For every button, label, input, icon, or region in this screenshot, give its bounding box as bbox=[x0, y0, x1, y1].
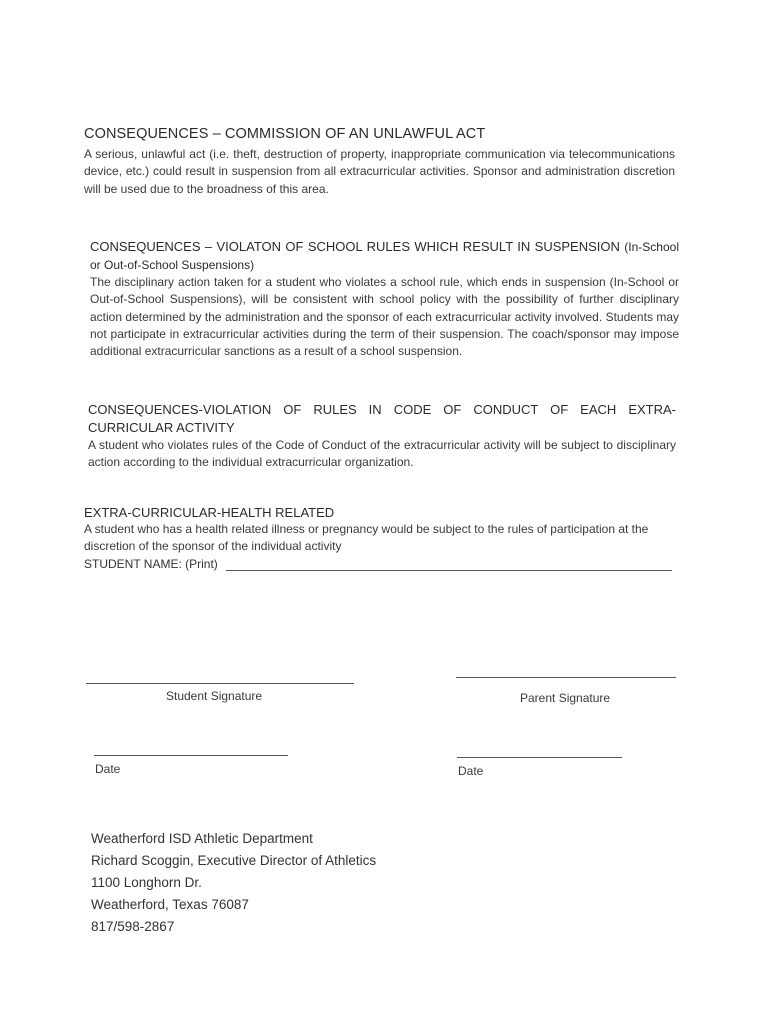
section-heading: CONSEQUENCES-VIOLATION OF RULES IN CODE OF CONDUCT OF EACH EXTRA-CURRICULAR ACTIVITY bbox=[88, 402, 676, 435]
section-school-rules-suspension bbox=[90, 238, 679, 360]
student-signature-label: Student Signature bbox=[166, 689, 263, 703]
student-name-label: STUDENT NAME: (Print) bbox=[84, 556, 218, 571]
section-unlawful-act bbox=[84, 126, 675, 198]
parent-date-label: Date bbox=[458, 764, 484, 778]
section-body: A student who violates rules of the Code of Conduct of the extracurricular activity will be subject to disciplinary action according to the individual extracurricular organization. bbox=[88, 438, 676, 470]
address-line-city: Weatherford, Texas 76087 bbox=[91, 897, 249, 912]
address-line-director: Richard Scoggin, Executive Director of Athletics bbox=[91, 853, 377, 868]
student-date-label: Date bbox=[95, 762, 121, 776]
student-date-line[interactable] bbox=[94, 755, 288, 756]
section-heading: CONSEQUENCES – COMMISSION OF AN UNLAWFUL ACT bbox=[84, 126, 486, 142]
address-line-street: 1100 Longhorn Dr. bbox=[91, 875, 202, 890]
address-line-phone: 817/598-2867 bbox=[91, 919, 175, 934]
section-heading: EXTRA-CURRICULAR-HEALTH RELATED bbox=[84, 505, 335, 520]
student-name-row bbox=[84, 556, 676, 574]
student-name-field[interactable] bbox=[226, 570, 672, 571]
address-line-org: Weatherford ISD Athletic Department bbox=[91, 831, 313, 846]
section-heading-main: CONSEQUENCES – VIOLATON OF SCHOOL RULES WHICH RESULT IN SUSPENSION bbox=[90, 239, 620, 254]
section-heading-note: (In-School or Out-of-School Suspensions) bbox=[90, 240, 679, 272]
section-body: A student who has a health related illness or pregnancy would be subject to the rules of participation at the discretion of the sponsor of the individual activity bbox=[84, 522, 649, 554]
student-signature-line[interactable] bbox=[86, 683, 354, 684]
address-block bbox=[91, 828, 376, 938]
section-body: A serious, unlawful act (i.e. theft, destruction of property, inappropriate communication via telecommunications device, etc.) could result in suspension from all extracurricular activities. Sponsor and administration discretion will be used due to the broadness of this area. bbox=[84, 147, 675, 196]
parent-date-line[interactable] bbox=[457, 757, 622, 758]
parent-signature-label: Parent Signature bbox=[520, 691, 611, 705]
parent-signature-line[interactable] bbox=[456, 677, 676, 678]
section-code-of-conduct bbox=[88, 401, 676, 472]
section-health-related bbox=[84, 504, 676, 574]
section-body: The disciplinary action taken for a student who violates a school rule, which ends in suspension (In-School or Out-of-School Suspensions), will be consistent with school policy with the possibility of further disciplinary action determined by the administration and the sponsor of each extracurricular activity involved. Students may not participate in extracurricular activities during the term of their suspension. The coach/sponsor may impose additional extracurricular sanctions as a result of a school suspension. bbox=[90, 275, 679, 359]
section-heading bbox=[90, 238, 679, 274]
